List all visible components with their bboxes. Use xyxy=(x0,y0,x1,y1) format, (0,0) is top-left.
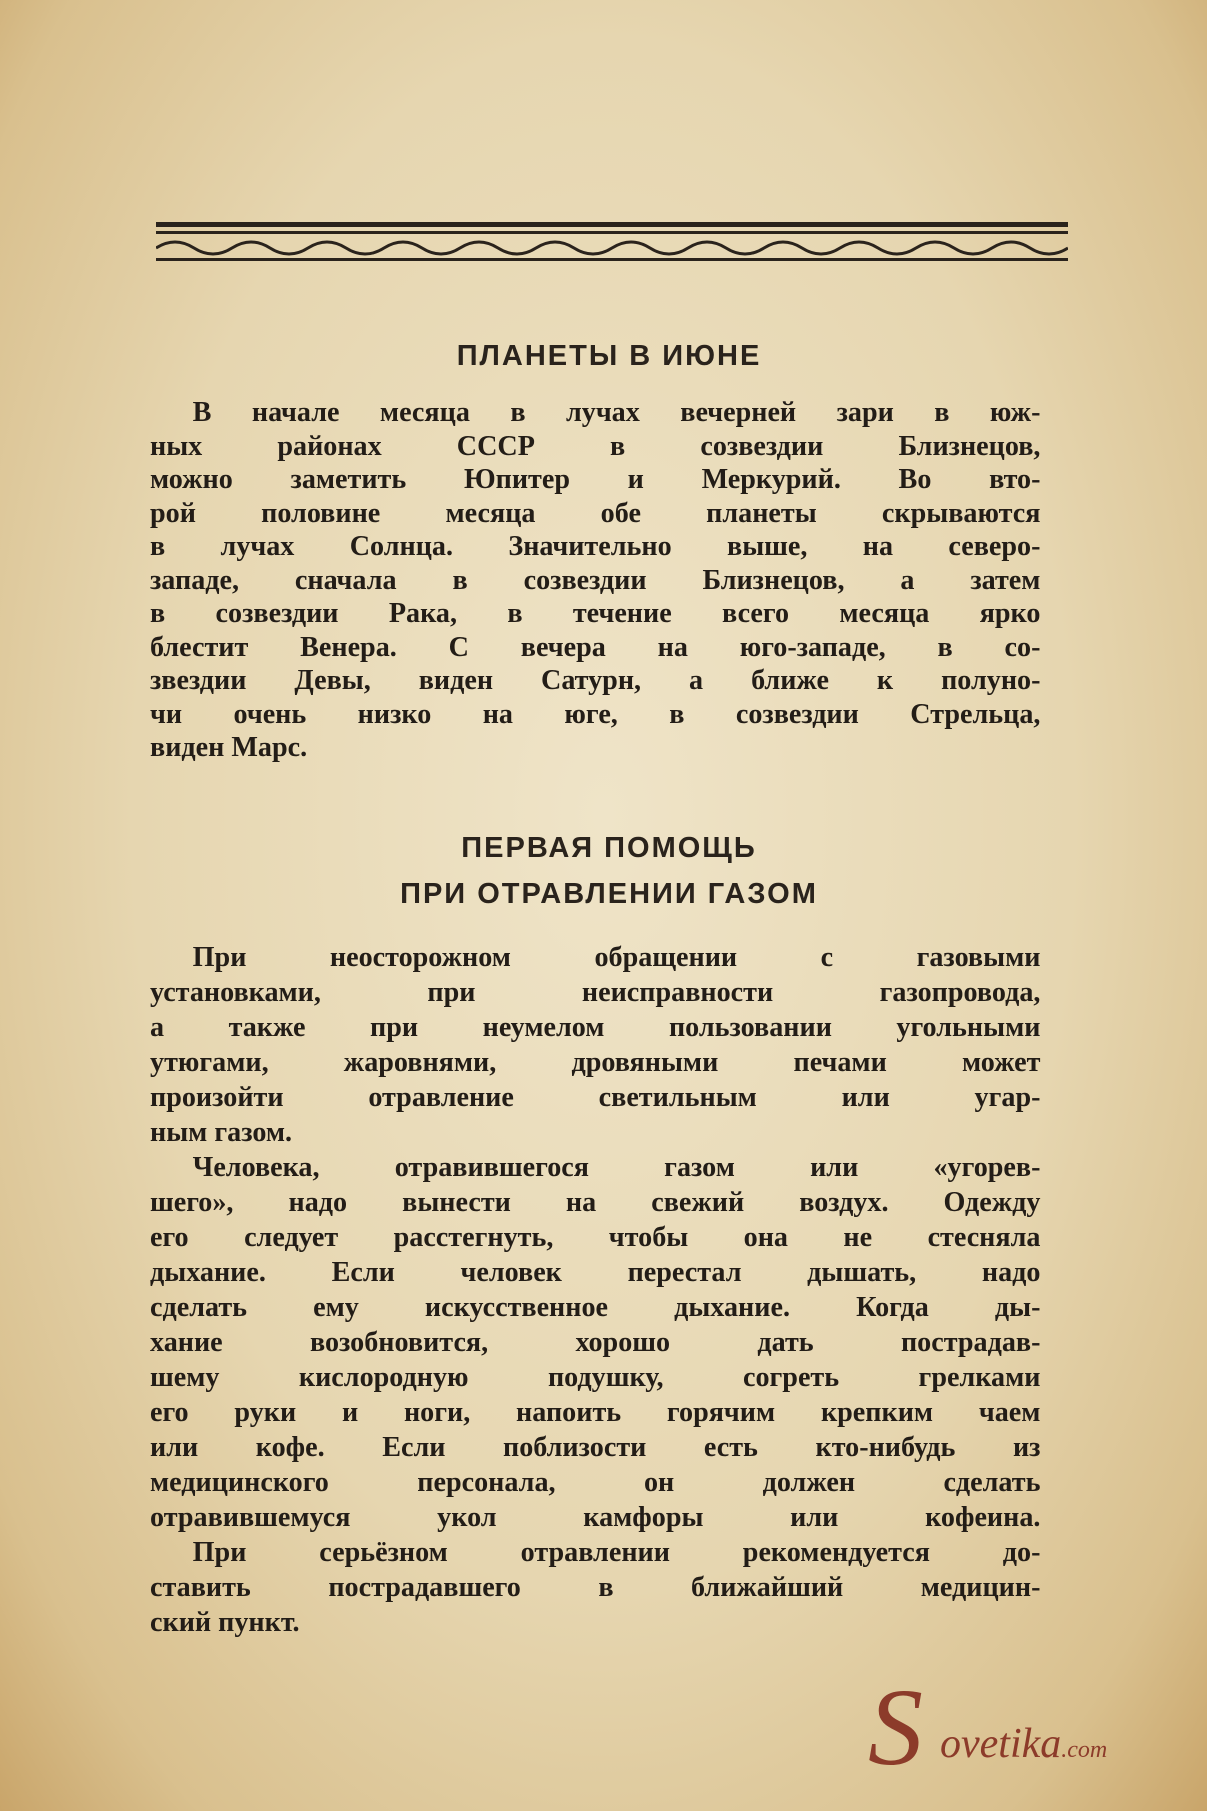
text-line: в лучах Солнца. Значительно выше, на северо- xyxy=(150,530,1041,562)
text-line: рой половине месяца обе планеты скрываются xyxy=(150,496,1041,529)
text-line: шему кислородную подушку, согреть грелками xyxy=(150,1361,1041,1393)
text-line: чи очень низко на юге, в созвездии Стрельца, xyxy=(150,697,1041,730)
text-line: блестит Венера. С вечера на юго-западе, в со- xyxy=(150,630,1041,663)
watermark-domain: .com xyxy=(1061,1737,1108,1763)
text-line: ных районах СССР в созвездии Близнецов, xyxy=(150,429,1041,462)
text-line: утюгами, жаровнями, дровяными печами может xyxy=(150,1046,1041,1078)
text-line: ский пункт. xyxy=(150,1606,300,1638)
section-title-first-aid-line2: ПРИ ОТРАВЛЕНИИ ГАЗОМ xyxy=(400,878,818,910)
text-line: произойти отравление светильным или угар- xyxy=(150,1081,1041,1113)
first-aid-paragraphs xyxy=(150,940,1068,1640)
text-line: отравившемуся укол камфоры или кофеина. xyxy=(150,1501,1041,1533)
text-line: шего», надо вынести на свежий воздух. Одежду xyxy=(150,1186,1041,1218)
text-line: Человека, отравившегося газом или «угорев- xyxy=(192,1151,1041,1183)
planets-paragraph xyxy=(150,396,1068,765)
text-line: в созвездии Рака, в течение всего месяца ярко xyxy=(150,597,1041,629)
text-line: В начале месяца в лучах вечерней зари в юж- xyxy=(192,396,1041,428)
text-line: ставить пострадавшего в ближайший медицин- xyxy=(150,1571,1041,1603)
text-line: ным газом. xyxy=(150,1116,293,1148)
text-line: При неосторожном обращении с газовыми xyxy=(192,941,1041,973)
text-line: хание возобновится, хорошо дать пострадав- xyxy=(150,1326,1041,1358)
text-line: медицинского персонала, он должен сделать xyxy=(150,1466,1041,1498)
sovetika-watermark xyxy=(868,1666,1198,1802)
text-line: сделать ему искусственное дыхание. Когда ды- xyxy=(150,1291,1041,1323)
text-line: можно заметить Юпитер и Меркурий. Во вто- xyxy=(150,463,1041,495)
text-line: дыхание. Если человек перестал дышать, надо xyxy=(150,1256,1041,1288)
text-line: его следует расстегнуть, чтобы она не стесняла xyxy=(150,1221,1041,1253)
watermark-s-logo: S xyxy=(868,1666,923,1788)
text-line: или кофе. Если поблизости есть кто-нибудь из xyxy=(150,1431,1041,1463)
text-line: а также при неумелом пользовании угольными xyxy=(150,1011,1041,1043)
watermark-name: ovetika xyxy=(940,1721,1062,1767)
text-line: При серьёзном отравлении рекомендуется до- xyxy=(192,1536,1041,1568)
text-line: установками, при неисправности газопровода, xyxy=(150,976,1041,1008)
section-title-planets: ПЛАНЕТЫ В ИЮНЕ xyxy=(456,340,762,372)
text-line: звездии Девы, виден Сатурн, а ближе к полуно- xyxy=(150,664,1041,696)
text-line: виден Марс. xyxy=(150,731,308,763)
decorative-border-ornament xyxy=(156,222,1068,264)
text-line: его руки и ноги, напоить горячим крепким чаем xyxy=(150,1396,1041,1428)
section-title-first-aid-line1: ПЕРВАЯ ПОМОЩЬ xyxy=(461,832,757,864)
text-line: западе, сначала в созвездии Близнецов, а затем xyxy=(150,563,1041,596)
watermark-text xyxy=(940,1720,1107,1768)
